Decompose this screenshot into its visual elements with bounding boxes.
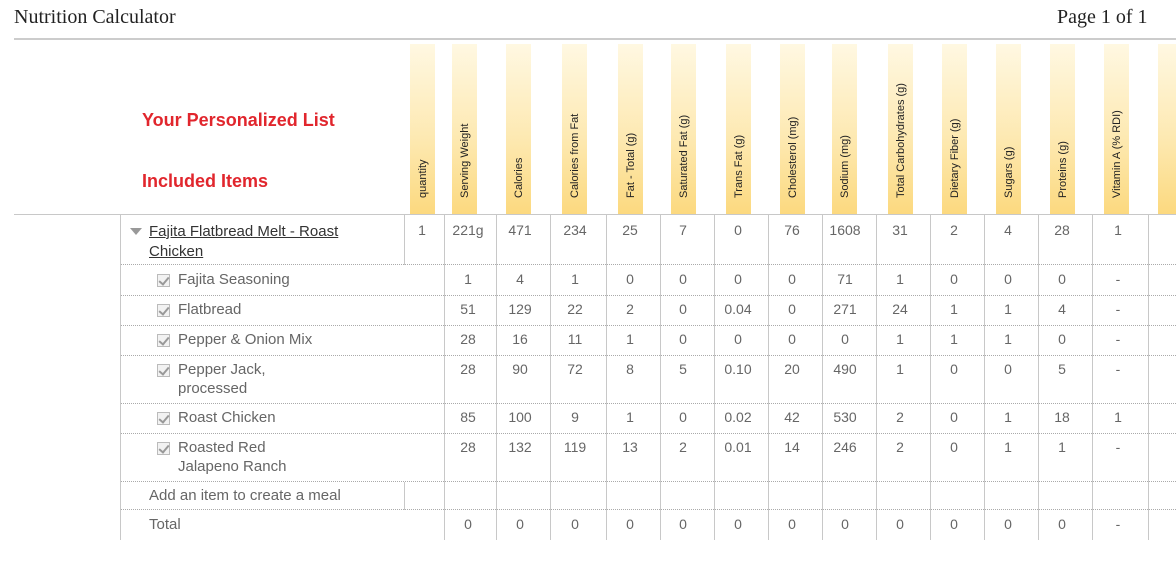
vline-col: [444, 215, 445, 540]
item-value: 490: [833, 361, 857, 377]
column-header-label: quantity: [416, 159, 429, 198]
row-divider: [120, 433, 1176, 434]
item-value: 2: [626, 301, 634, 317]
item-value: 11: [567, 331, 583, 347]
total-value: 0: [1058, 516, 1066, 532]
column-header: [942, 44, 967, 214]
item-value: 0: [679, 409, 687, 425]
column-header: [726, 44, 751, 214]
item-value: 28: [460, 439, 476, 455]
item-value: 20: [784, 361, 800, 377]
total-value: -: [1115, 516, 1121, 532]
total-value: 0: [626, 516, 634, 532]
item-value: 1: [950, 301, 958, 317]
item-value: 1: [1004, 409, 1012, 425]
column-header-label: Saturated Fat (g): [677, 114, 690, 198]
item-value: 22: [567, 301, 583, 317]
meal-name-link[interactable]: [149, 222, 389, 262]
item-value: 0: [679, 271, 687, 287]
column-header-label: Fat - Total (g): [624, 132, 637, 198]
vline-col: [876, 215, 877, 540]
item-value: 0: [626, 271, 634, 287]
item-value: 0: [950, 271, 958, 287]
item-name-line1: Pepper & Onion Mix: [178, 331, 313, 348]
meal-value: 1: [418, 222, 426, 238]
vline-col: [1148, 215, 1149, 540]
meal-value: 25: [622, 222, 638, 238]
item-value: 1: [626, 331, 634, 347]
item-name: [178, 270, 290, 289]
meal-value: 234: [563, 222, 587, 238]
meal-name-line1: Fajita Flatbread Melt - Roast: [149, 223, 339, 240]
item-value: 1: [896, 331, 904, 347]
column-header: [506, 44, 531, 214]
item-value: 0: [734, 271, 742, 287]
item-value: 0.01: [724, 439, 752, 455]
vline-left: [120, 215, 121, 540]
item-value: 4: [516, 271, 524, 287]
item-value: 1: [1114, 409, 1122, 425]
column-header: [1104, 44, 1129, 214]
total-value: 0: [516, 516, 524, 532]
column-header-label: Cholesterol (mg): [786, 116, 799, 198]
item-checkbox[interactable]: [157, 364, 170, 377]
meal-value: 4: [1004, 222, 1012, 238]
vline-col: [984, 215, 985, 540]
total-value: 0: [679, 516, 687, 532]
vline-col: [822, 215, 823, 540]
item-value: 0.02: [724, 409, 752, 425]
top-divider: [14, 38, 1176, 40]
column-header: [671, 44, 696, 214]
item-value: 0: [950, 439, 958, 455]
total-value: 0: [841, 516, 849, 532]
item-value: 0: [1058, 331, 1066, 347]
row-divider: [120, 481, 1176, 482]
vline-col: [1038, 215, 1039, 540]
item-name-line1: Fajita Seasoning: [178, 271, 290, 288]
total-value: 0: [571, 516, 579, 532]
meal-value: 471: [508, 222, 532, 238]
item-value: 1: [1004, 439, 1012, 455]
item-value: 85: [460, 409, 476, 425]
item-value: 14: [784, 439, 800, 455]
item-value: 71: [837, 271, 853, 287]
item-value: -: [1115, 301, 1121, 317]
item-value: 271: [833, 301, 857, 317]
item-value: 0: [788, 301, 796, 317]
meal-value: 1608: [829, 222, 861, 238]
item-value: 0: [1004, 361, 1012, 377]
item-value: 1: [1004, 301, 1012, 317]
row-divider: [120, 325, 1176, 326]
vline-col: [1092, 215, 1093, 540]
column-header: [780, 44, 805, 214]
column-header-label: Dietary Fiber (g): [948, 118, 961, 198]
column-header-label: Sodium (mg): [838, 135, 851, 198]
row-divider: [120, 295, 1176, 296]
item-value: 100: [508, 409, 532, 425]
item-name-line1: Flatbread: [178, 301, 242, 318]
item-name: [178, 300, 241, 319]
item-name-line2: processed: [178, 380, 248, 397]
vline-col: [714, 215, 715, 540]
item-value: 0: [1058, 271, 1066, 287]
item-value: 0.10: [724, 361, 752, 377]
vline-col: [660, 215, 661, 540]
item-value: 0: [1004, 271, 1012, 287]
personalized-list-heading: Your Personalized List: [142, 110, 335, 130]
column-header: [562, 44, 587, 214]
item-value: 0: [788, 331, 796, 347]
item-value: -: [1115, 331, 1121, 347]
column-header-label: Proteins (g): [1056, 141, 1069, 198]
item-value: 0: [679, 301, 687, 317]
column-header-label: Serving Weight: [458, 123, 471, 198]
total-value: 0: [896, 516, 904, 532]
total-label: Total: [149, 516, 181, 533]
item-value: 246: [833, 439, 857, 455]
meal-name-line2: Chicken: [149, 243, 204, 260]
total-value: 0: [788, 516, 796, 532]
row-divider: [120, 403, 1176, 404]
item-value: -: [1115, 271, 1121, 287]
column-header: [618, 44, 643, 214]
item-value: 16: [512, 331, 528, 347]
vline-col: [550, 215, 551, 540]
item-name: [178, 438, 286, 476]
item-value: 132: [508, 439, 532, 455]
item-value: 0: [950, 409, 958, 425]
vline-add: [404, 482, 405, 510]
item-value: 0: [950, 361, 958, 377]
included-items-heading: Included Items: [142, 171, 269, 191]
item-value: 42: [784, 409, 800, 425]
item-value: 1: [626, 409, 634, 425]
column-header: [996, 44, 1021, 214]
item-value: 0: [679, 331, 687, 347]
item-name-line1: Pepper Jack,: [178, 361, 266, 378]
item-value: 1: [896, 271, 904, 287]
item-value: 13: [622, 439, 638, 455]
item-value: 28: [460, 331, 476, 347]
item-checkbox[interactable]: [157, 334, 170, 347]
add-item-link[interactable]: Add an item to create a meal: [149, 487, 341, 504]
item-name-line2: Jalapeno Ranch: [178, 458, 287, 475]
item-name-line1: Roasted Red: [178, 439, 266, 456]
item-value: 5: [679, 361, 687, 377]
page-number: Page 1 of 1: [1057, 6, 1148, 28]
item-value: 1: [1004, 331, 1012, 347]
item-value: 530: [833, 409, 857, 425]
item-name: [178, 408, 276, 427]
meal-value: 76: [784, 222, 800, 238]
vline-col: [768, 215, 769, 540]
header-bottom-rule: [14, 214, 1176, 215]
column-header-label: Total Carbohydrates (g): [894, 83, 907, 198]
column-header-label: Calories: [512, 157, 525, 198]
column-header-label: Sugars (g): [1002, 146, 1015, 198]
item-checkbox[interactable]: [157, 412, 170, 425]
item-value: 51: [460, 301, 476, 317]
column-header: [1050, 44, 1075, 214]
vline-col: [606, 215, 607, 540]
item-value: 1: [950, 331, 958, 347]
item-value: 28: [460, 361, 476, 377]
item-value: 4: [1058, 301, 1066, 317]
item-value: 18: [1054, 409, 1070, 425]
item-checkbox[interactable]: [157, 274, 170, 287]
item-value: 0: [841, 331, 849, 347]
total-value: 0: [734, 516, 742, 532]
column-header: [452, 44, 477, 214]
item-value: 1: [896, 361, 904, 377]
vline-col: [930, 215, 931, 540]
item-checkbox[interactable]: [157, 304, 170, 317]
item-name: [178, 360, 266, 398]
item-checkbox[interactable]: [157, 442, 170, 455]
expand-triangle-icon[interactable]: [130, 228, 142, 235]
item-value: 1: [1058, 439, 1066, 455]
item-value: 9: [571, 409, 579, 425]
item-value: 2: [896, 439, 904, 455]
item-name-line1: Roast Chicken: [178, 409, 276, 426]
item-value: 8: [626, 361, 634, 377]
vline-col: [496, 215, 497, 540]
column-header: [888, 44, 913, 214]
item-value: 119: [563, 439, 587, 455]
item-value: 0: [788, 271, 796, 287]
meal-value: 0: [734, 222, 742, 238]
meal-value: 31: [892, 222, 908, 238]
meal-value: 1: [1114, 222, 1122, 238]
item-value: 72: [567, 361, 583, 377]
item-value: 0.04: [724, 301, 752, 317]
item-value: 1: [571, 271, 579, 287]
total-value: 0: [1004, 516, 1012, 532]
meal-value: 7: [679, 222, 687, 238]
item-value: 0: [734, 331, 742, 347]
row-divider: [120, 509, 1176, 510]
column-header: [410, 44, 435, 214]
meal-value: 2: [950, 222, 958, 238]
meal-value: 221g: [452, 222, 484, 238]
item-value: -: [1115, 361, 1121, 377]
row-divider: [120, 355, 1176, 356]
column-header-partial: [1158, 44, 1176, 214]
page-title: Nutrition Calculator: [14, 6, 176, 28]
item-value: 2: [679, 439, 687, 455]
item-value: 1: [464, 271, 472, 287]
item-value: 129: [508, 301, 532, 317]
row-divider: [120, 264, 1176, 265]
total-value: 0: [950, 516, 958, 532]
item-name: [178, 330, 312, 349]
column-header-label: Trans Fat (g): [732, 134, 745, 198]
column-header-label: Vitamin A (% RDI): [1110, 110, 1123, 198]
total-value: 0: [464, 516, 472, 532]
item-value: 90: [512, 361, 528, 377]
item-value: 24: [892, 301, 908, 317]
item-value: 5: [1058, 361, 1066, 377]
column-header: [832, 44, 857, 214]
item-value: -: [1115, 439, 1121, 455]
item-value: 2: [896, 409, 904, 425]
column-header-label: Calories from Fat: [568, 113, 581, 198]
meal-value: 28: [1054, 222, 1070, 238]
